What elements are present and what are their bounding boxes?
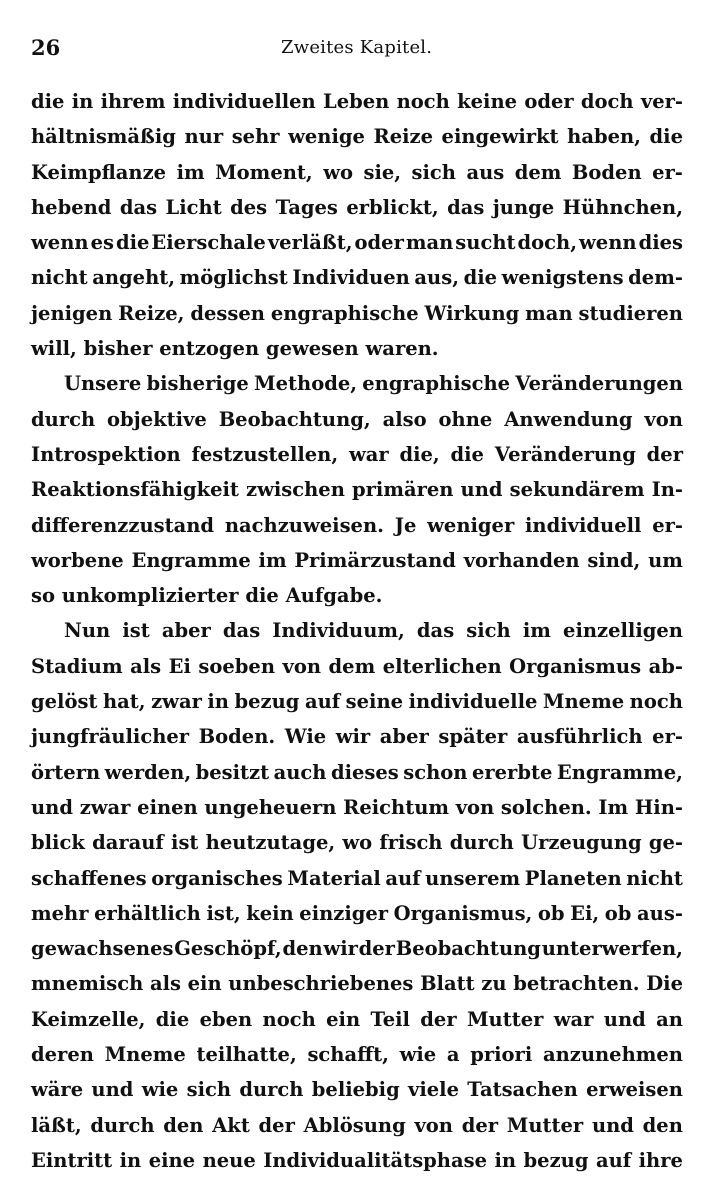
text-line: Introspektion festzustellen, war die, die Veränderung der <box>31 442 683 466</box>
text-line: Unsere bisherige Methode, engraphische Veränderungen <box>64 372 683 396</box>
text-line: Nun ist aber das Individuum, das sich im einzelligen <box>64 619 683 643</box>
page-header <box>31 34 683 64</box>
text-line: wäre und wie sich durch beliebig viele Tatsachen erweisen <box>31 1078 683 1102</box>
running-title: Zweites Kapitel. <box>281 37 433 58</box>
text-line: durch objektive Beobachtung, also ohne Anwendung von <box>31 407 683 431</box>
text-line: Stadium als Ei soeben von dem elterlichen Organismus ab- <box>31 654 683 678</box>
text-line: so unkomplizierter die Aufgabe. <box>31 584 383 608</box>
text-line: nicht angeht, möglichst Individuen aus, die wenigstens dem- <box>31 266 683 290</box>
text-line: deren Mneme teilhatte, schafft, wie a priori anzunehmen <box>31 1043 683 1067</box>
text-line: jenigen Reize, dessen engraphische Wirkung man studieren <box>31 301 683 325</box>
text-line: mnemisch als ein unbeschriebenes Blatt zu betrachten. Die <box>31 972 683 996</box>
text-line: blick darauf ist heutzutage, wo frisch durch Urzeugung ge- <box>31 831 683 855</box>
text-line: jungfräulicher Boden. Wie wir aber später ausführlich er- <box>31 725 683 749</box>
text-line: und zwar einen ungeheuern Reichtum von solchen. Im Hin- <box>31 795 683 819</box>
text-line: wenn es die Eierschale verläßt, oder man sucht doch, wenn dies <box>31 231 683 255</box>
text-line: worbene Engramme im Primärzustand vorhanden sind, um <box>31 548 683 572</box>
page-number: 26 <box>31 35 61 60</box>
paragraph <box>31 366 683 613</box>
text-line: mehr erhältlich ist, kein einziger Organismus, ob Ei, ob aus- <box>31 901 683 925</box>
text-line: Reaktionsfähigkeit zwischen primären und sekundärem In- <box>31 478 683 502</box>
text-line: läßt, durch den Akt der Ablösung von der Mutter und den <box>31 1113 683 1137</box>
text-line: will, bisher entzogen gewesen waren. <box>31 337 439 361</box>
text-line: örtern werden, besitzt auch dieses schon ererbte Engramme, <box>31 760 683 784</box>
text-line: differenzzustand nachzuweisen. Je weniger individuell er- <box>31 513 683 537</box>
text-line: Keimzelle, die eben noch ein Teil der Mutter war und an <box>31 1007 683 1031</box>
text-line: Eintritt in eine neue Individualitätsphase in bezug auf ihre <box>31 1148 683 1172</box>
paragraph <box>31 84 683 366</box>
text-line: hebend das Licht des Tages erblickt, das junge Hühnchen, <box>31 195 683 219</box>
text-line: gewachsenes Geschöpf, den wir der Beobachtung unterwerfen, <box>31 937 683 961</box>
text-line: schaffenes organisches Material auf unserem Planeten nicht <box>31 866 683 890</box>
text-line: die in ihrem individuellen Leben noch keine oder doch ver- <box>31 90 683 113</box>
body-text <box>31 84 683 1178</box>
text-line: hältnismäßig nur sehr wenige Reize eingewirkt haben, die <box>31 125 683 149</box>
text-line: Keimpflanze im Moment, wo sie, sich aus dem Boden er- <box>31 160 683 184</box>
paragraph <box>31 613 683 1178</box>
text-line: gelöst hat, zwar in bezug auf seine individuelle Mneme noch <box>31 690 683 714</box>
